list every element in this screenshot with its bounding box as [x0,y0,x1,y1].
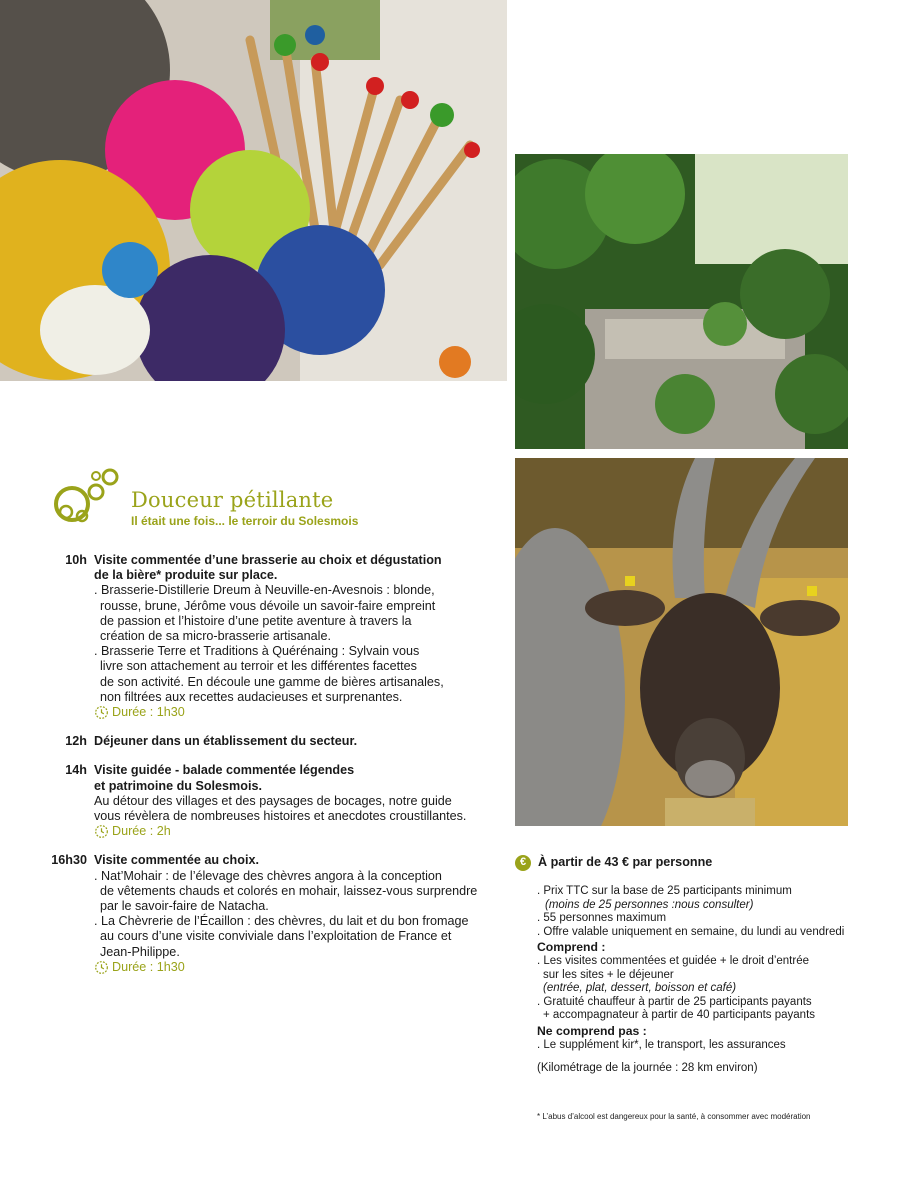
distance-note: (Kilométrage de la journée : 28 km environ) [537,1062,758,1075]
exclude-item: . Le supplément kir*, le transport, les assurances [537,1038,786,1051]
condition: . Offre valable uniquement en semaine, du lundi au vendredi [537,925,845,938]
condition: . Prix TTC sur la base de 25 participants minimum [537,885,792,897]
slot-title: Déjeuner dans un établissement du secteur. [94,734,358,749]
bubbles-icon [52,466,122,526]
list-item: . Brasserie Terre et Traditions à Quérénaing : Sylvain vous livre son attachement au terroir et les différentes facettes de son activité. En découle une gamme de bières artisanales, non filtrées aux recettes audacieuses et surprenantes. [94,644,444,704]
clock-icon [94,960,109,975]
goat-photo [515,458,848,826]
footnote: * L’abus d’alcool est dangereux pour la santé, à consommer avec modération [537,1112,811,1121]
include-item: . Les visites commentées et guidée + le droit d’entrée [537,954,809,967]
pricing-box [515,855,885,1076]
include-item: . Gratuité chauffeur à partir de 25 participants payants [537,995,812,1008]
yarn-photo [0,0,507,381]
slot-time: 10h [65,553,87,567]
page-subtitle: Il était une fois... le terroir du Solesmois [131,514,359,528]
list-item: . Brasserie-Distillerie Dreum à Neuville-en-Avesnois : blonde, rousse, brune, Jérôme vous dévoile un savoir-faire empreint de passion et l’histoire d’une petite aventure à travers la création de sa micro-brasserie artisanale. [94,583,436,644]
include-item: (entrée, plat, dessert, boisson et café) [543,982,737,995]
program-slot-12h [0,734,505,749]
list-item: . Nat’Mohair : de l’élevage des chèvres angora à la conception de vêtements chauds et colorés en mohair, laissez-vous surprendre par le savoir-faire de Natacha. [94,868,478,914]
page-title: Douceur pétillante [131,488,334,512]
slot-time: 12h [65,734,87,749]
includes-title: Comprend : [537,940,606,955]
program-slot-10h [0,553,505,720]
duration: Durée : 2h [94,824,505,839]
slot-title: et patrimoine du Solesmois. [94,778,262,793]
slot-text: vous révèlera de nombreuses histoires et anecdotes croustillantes. [94,809,467,824]
program [0,553,505,989]
clock-icon [94,824,109,839]
condition: (moins de 25 personnes :nous consulter) [545,898,754,911]
ivy-photo [515,154,848,449]
list-item: . La Chèvrerie de l’Écaillon : des chèvres, du lait et du bon fromage au cours d’une visite conviviale dans l’exploitation de France et Jean-Philippe. [94,914,469,959]
clock-icon [94,705,109,720]
price-headline: € À partir de 43 € par personne [515,855,885,871]
program-slot-14h [0,763,505,839]
condition: . 55 personnes maximum [537,912,667,925]
slot-title: Visite guidée - balade commentée légendes [94,763,355,778]
slot-time: 16h30 [51,853,87,868]
slot-title: Visite commentée au choix. [94,853,259,868]
slot-text: Au détour des villages et des paysages de bocages, notre guide [94,793,452,808]
slot-time: 14h [65,763,87,778]
slot-title: de la bière* produite sur place. [94,568,278,583]
program-slot-16h30 [0,853,505,975]
duration: Durée : 1h30 [94,705,505,720]
duration: Durée : 1h30 [94,960,505,975]
include-item: sur les sites + le déjeuner [543,968,674,981]
excludes-title: Ne comprend pas : [537,1023,647,1038]
slot-title: Visite commentée d’une brasserie au choix et dégustation [94,553,442,567]
euro-icon: € [515,855,531,871]
include-item: + accompagnateur à partir de 40 participants payants [543,1009,816,1022]
